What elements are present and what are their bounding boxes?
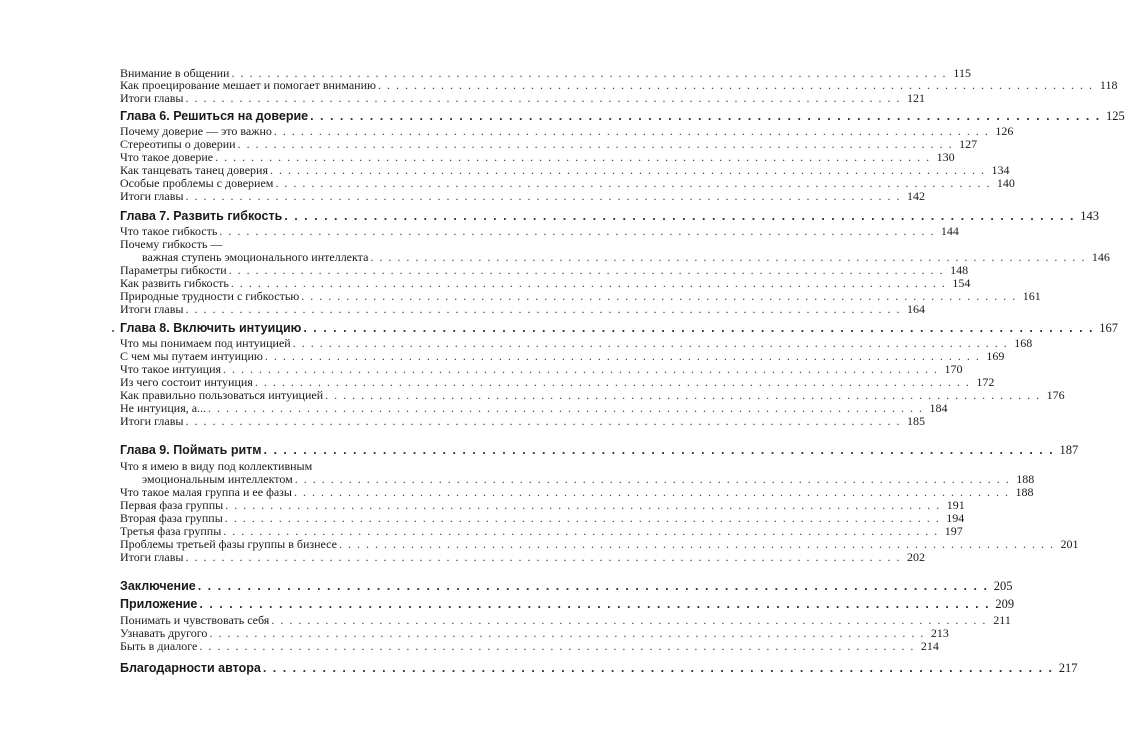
toc-entry-title: Что такое малая группа и ее фазы [120,485,292,499]
toc-entry-title: Природные трудности с гибкостью [120,289,300,303]
toc-entry-title: Что такое доверие [120,150,214,164]
toc-page-number: 184 [929,401,948,415]
toc-entry-title: Что я имею в виду под коллективным [120,459,313,473]
toc-entry-title: Узнавать другого [120,626,208,640]
toc-entry-title: Что мы понимаем под интуицией [120,336,291,350]
toc-entry-title: Вторая фаза группы [120,511,223,525]
toc-chapter-entry [120,661,1078,675]
toc-entry-title: Что такое интуиция [120,362,222,376]
toc-entry-title: Как развить гибкость [120,276,229,290]
toc-page-number: 176 [1046,388,1065,402]
toc-entry-title: Приложение [120,597,198,611]
dot-leader: . . . . . . . . . . . . . . . . . . . . . . . . . . . . . . . . . . . . . . . . . . . . . . . . . . . . . . . . . . . . . . . . . . . . . . . . . . . . . . . . [237,137,954,151]
toc-page-number: 194 [946,511,965,525]
dot-leader: . . . . . . . . . . . . . . . . . . . . . . . . . . . . . . . . . . . . . . . . . . . . . . . . . . . . . . . . . . . . . . . . . . . . . . . . . . . . . . . . [223,524,939,538]
toc-entry-title: Благодарности автора [120,661,261,675]
dot-leader: . . . . . . . . . . . . . . . . . . . . . . . . . . . . . . . . . . . . . . . . . . . . . . . . . . . . . . . . . . . . . . . . . . . . . . . . . . . . . . . . [228,263,945,277]
toc-entry-title: Стереотипы о доверии [120,137,236,151]
dot-leader: . . . . . . . . . . . . . . . . . . . . . . . . . . . . . . . . . . . . . . . . . . . . . . . . . . . . . . . . . . . . . . . . . . . . . . . . . . . . . . . . [294,472,1011,486]
dot-leader: . . . . . . . . . . . . . . . . . . . . . . . . . . . . . . . . . . . . . . . . . . . . . . . . . . . . . . . . . . . . . . . . . . . . . . . . . . . . . . . . [338,537,1055,551]
toc-page-number: 144 [940,224,959,238]
toc-entry-title: Почему гибкость — [120,237,223,251]
toc-entry [120,414,925,428]
dot-leader: . . . . . . . . . . . . . . . . . . . . . . . . . . . . . . . . . . . . . . . . . . . . . . . . . . . . . . . . . . . . . . . . . . . . . . . . . . . . . . . . [185,414,901,428]
toc-page-number: 167 [1099,321,1119,335]
toc-page-number: 125 [1106,109,1125,123]
toc-page-number: 115 [953,66,971,80]
toc-page-number: 126 [995,124,1014,138]
dot-leader: . . . . . . . . . . . . . . . . . . . . . . . . . . . . . . . . . . . . . . . . . . . . . . . . . . . . . . . . . . . . . . . . . . . . . . . . . . . . . . . . [185,550,901,564]
dot-leader: . . . . . . . . . . . . . . . . . . . . . . . . . . . . . . . . . . . . . . . . . . . . . . . . . . . . . . . . . . . . . . . . . . . . . . . . . . . . . . . . [310,109,1101,123]
toc-entry [120,91,925,105]
toc-entry [120,639,939,653]
toc-page-number: 121 [906,91,925,105]
dot-leader: . . . . . . . . . . . . . . . . . . . . . . . . . . . . . . . . . . . . . . . . . . . . . . . . . . . . . . . . . . . . . . . . . . . . . . . . . . . . . . . . [303,321,1095,335]
toc-entry-title: Глава 9. Поймать ритм [120,443,262,457]
toc-entry-title: Проблемы третьей фазы группы в бизнесе [120,537,337,551]
dot-leader: . . . . . . . . . . . . . . . . . . . . . . . . . . . . . . . . . . . . . . . . . . . . . . . . . . . . . . . . . . . . . . . . . . . . . . . . . . . . . . . . [273,124,990,138]
dot-leader: . . . . . . . . . . . . . . . . . . . . . . . . . . . . . . . . . . . . . . . . . . . . . . . . . . . . . . . . . . . . . . . . . . . . . . . . . . . . . . . . [230,276,947,290]
toc-page-number: 146 [1091,250,1110,264]
dot-leader: . . . . . . . . . . . . . . . . . . . . . . . . . . . . . . . . . . . . . . . . . . . . . . . . . . . . . . . . . . . . . . . . . . . . . . . . . . . . . . . . [225,498,941,512]
toc-page-number: 140 [996,176,1015,190]
toc-entry-title: С чем мы путаем интуицию [120,349,263,363]
dot-leader: . . . . . . . . . . . . . . . . . . . . . . . . . . . . . . . . . . . . . . . . . . . . . . . . . . . . . . . . . . . . . . . . . . . . . . . . . . . . . . . . [370,250,1086,264]
toc-page-number: 217 [1058,661,1078,675]
toc-entry-title: Итоги главы [120,302,184,316]
toc-entry-title: Как проецирование мешает и помогает вниманию [120,78,376,92]
toc-page-number: 148 [950,263,969,277]
toc-entry-title: Параметры гибкости [120,263,227,277]
stray-mark [112,330,114,332]
toc-entry-title: важная ступень эмоционального интеллекта [142,250,369,264]
toc-entry-title: Почему доверие — это важно [120,124,272,138]
toc-entry-title: Итоги главы [120,414,184,428]
dot-leader: . . . . . . . . . . . . . . . . . . . . . . . . . . . . . . . . . . . . . . . . . . . . . . . . . . . . . . . . . . . . . . . . . . . . . . . . . . . . . . . . [377,78,1094,92]
toc-entry [120,189,925,203]
toc-chapter-entry [120,443,1079,457]
dot-leader: . . . . . . . . . . . . . . . . . . . . . . . . . . . . . . . . . . . . . . . . . . . . . . . . . . . . . . . . . . . . . . . . . . . . . . . . . . . . . . . . [224,511,941,525]
toc-entry [120,550,925,564]
dot-leader: . . . . . . . . . . . . . . . . . . . . . . . . . . . . . . . . . . . . . . . . . . . . . . . . . . . . . . . . . . . . . . . . . . . . . . . . . . . . . . . . [199,639,915,653]
toc-page-number: 118 [1099,78,1118,92]
toc-chapter-entry [120,597,1015,611]
toc-entry-title: Первая фаза группы [120,498,224,512]
dot-leader: . . . . . . . . . . . . . . . . . . . . . . . . . . . . . . . . . . . . . . . . . . . . . . . . . . . . . . . . . . . . . . . . . . . . . . . . . . . . . . . . [284,209,1075,223]
toc-page-number: 188 [1015,485,1034,499]
dot-leader: . . . . . . . . . . . . . . . . . . . . . . . . . . . . . . . . . . . . . . . . . . . . . . . . . . . . . . . . . . . . . . . . . . . . . . . . . . . . . . . . [185,302,901,316]
toc-page-number: 168 [1014,336,1033,350]
toc-page-number: 134 [991,163,1010,177]
toc-entry-title: Глава 8. Включить интуицию [120,321,302,335]
toc-entry-title: Особые проблемы с доверием [120,176,274,190]
toc-page-number: 154 [952,276,971,290]
toc-page-number: 143 [1080,209,1099,223]
toc-page-number: 142 [906,189,925,203]
toc-entry-title: Итоги главы [120,91,184,105]
toc-page-number: 211 [993,613,1011,627]
toc-page-number: 130 [936,150,955,164]
toc-page-number: 201 [1060,537,1079,551]
dot-leader: . . . . . . . . . . . . . . . . . . . . . . . . . . . . . . . . . . . . . . . . . . . . . . . . . . . . . . . . . . . . . . . . . . . . . . . . . . . . . . . . [208,401,924,415]
dot-leader: . . . . . . . . . . . . . . . . . . . . . . . . . . . . . . . . . . . . . . . . . . . . . . . . . . . . . . . . . . . . . . . . . . . . . . . . . . . . . . . . [231,66,947,80]
dot-leader: . . . . . . . . . . . . . . . . . . . . . . . . . . . . . . . . . . . . . . . . . . . . . . . . . . . . . . . . . . . . . . . . . . . . . . . . . . . . . . . . [325,388,1041,402]
toc-page-number: 209 [995,597,1015,611]
dot-leader: . . . . . . . . . . . . . . . . . . . . . . . . . . . . . . . . . . . . . . . . . . . . . . . . . . . . . . . . . . . . . . . . . . . . . . . . . . . . . . . . [185,189,901,203]
toc-page-number: 164 [906,302,925,316]
toc-entry-title: эмоциональным интеллектом [142,472,293,486]
toc-chapter-entry [120,109,1125,123]
dot-leader: . . . . . . . . . . . . . . . . . . . . . . . . . . . . . . . . . . . . . . . . . . . . . . . . . . . . . . . . . . . . . . . . . . . . . . . . . . . . . . . . [263,443,1055,457]
dot-leader: . . . . . . . . . . . . . . . . . . . . . . . . . . . . . . . . . . . . . . . . . . . . . . . . . . . . . . . . . . . . . . . . . . . . . . . . . . . . . . . . [292,336,1009,350]
toc-entry-title: Итоги главы [120,550,184,564]
toc-entry-title: Быть в диалоге [120,639,198,653]
toc-entry-title: Заключение [120,579,196,593]
toc-page-number: 214 [920,639,939,653]
toc-entry-title: Из чего состоит интуиция [120,375,253,389]
toc-page-number: 205 [993,579,1013,593]
toc-page-number: 197 [944,524,963,538]
toc-page-number: 172 [976,375,995,389]
dot-leader: . . . . . . . . . . . . . . . . . . . . . . . . . . . . . . . . . . . . . . . . . . . . . . . . . . . . . . . . . . . . . . . . . . . . . . . . . . . . . . . . [219,224,935,238]
toc-page-number: 191 [946,498,965,512]
dot-leader: . . . . . . . . . . . . . . . . . . . . . . . . . . . . . . . . . . . . . . . . . . . . . . . . . . . . . . . . . . . . . . . . . . . . . . . . . . . . . . . . [199,597,991,611]
toc-entry-title: Итоги главы [120,189,184,203]
toc-page-number: 169 [986,349,1005,363]
toc-entry-title: Как правильно пользоваться интуицией [120,388,324,402]
dot-leader: . . . . . . . . . . . . . . . . . . . . . . . . . . . . . . . . . . . . . . . . . . . . . . . . . . . . . . . . . . . . . . . . . . . . . . . . . . . . . . . . [215,150,931,164]
toc-entry-title: Как танцевать танец доверия [120,163,268,177]
dot-leader: . . . . . . . . . . . . . . . . . . . . . . . . . . . . . . . . . . . . . . . . . . . . . . . . . . . . . . . . . . . . . . . . . . . . . . . . . . . . . . . . [197,579,989,593]
dot-leader: . . . . . . . . . . . . . . . . . . . . . . . . . . . . . . . . . . . . . . . . . . . . . . . . . . . . . . . . . . . . . . . . . . . . . . . . . . . . . . . . [271,613,987,627]
dot-leader: . . . . . . . . . . . . . . . . . . . . . . . . . . . . . . . . . . . . . . . . . . . . . . . . . . . . . . . . . . . . . . . . . . . . . . . . . . . . . . . . [262,661,1054,675]
toc-page-number: 127 [959,137,978,151]
toc-page-number: 202 [906,550,925,564]
dot-leader: . . . . . . . . . . . . . . . . . . . . . . . . . . . . . . . . . . . . . . . . . . . . . . . . . . . . . . . . . . . . . . . . . . . . . . . . . . . . . . . . [223,362,939,376]
dot-leader: . . . . . . . . . . . . . . . . . . . . . . . . . . . . . . . . . . . . . . . . . . . . . . . . . . . . . . . . . . . . . . . . . . . . . . . . . . . . . . . . [185,91,901,105]
toc-entry-title: Что такое гибкость [120,224,218,238]
toc-entry-title: Глава 7. Развить гибкость [120,209,283,223]
toc-chapter-entry [120,579,1013,593]
toc-page-number: 161 [1022,289,1041,303]
toc-page-number: 185 [906,414,925,428]
dot-leader: . . . . . . . . . . . . . . . . . . . . . . . . . . . . . . . . . . . . . . . . . . . . . . . . . . . . . . . . . . . . . . . . . . . . . . . . . . . . . . . . [293,485,1010,499]
dot-leader: . . . . . . . . . . . . . . . . . . . . . . . . . . . . . . . . . . . . . . . . . . . . . . . . . . . . . . . . . . . . . . . . . . . . . . . . . . . . . . . . [301,289,1017,303]
toc-entry-title: Глава 6. Решиться на доверие [120,109,309,123]
toc-page-number: 170 [944,362,963,376]
toc-page-number: 187 [1059,443,1079,457]
dot-leader: . . . . . . . . . . . . . . . . . . . . . . . . . . . . . . . . . . . . . . . . . . . . . . . . . . . . . . . . . . . . . . . . . . . . . . . . . . . . . . . . [254,375,971,389]
toc-entry-title: Третья фаза группы [120,524,222,538]
toc-entry-title: Не интуиция, а... [120,401,207,415]
toc-entry [120,302,925,316]
dot-leader: . . . . . . . . . . . . . . . . . . . . . . . . . . . . . . . . . . . . . . . . . . . . . . . . . . . . . . . . . . . . . . . . . . . . . . . . . . . . . . . . [209,626,925,640]
toc-page-number: 188 [1016,472,1035,486]
toc-chapter-entry [120,209,1099,223]
toc-chapter-entry [120,321,1119,335]
dot-leader: . . . . . . . . . . . . . . . . . . . . . . . . . . . . . . . . . . . . . . . . . . . . . . . . . . . . . . . . . . . . . . . . . . . . . . . . . . . . . . . . [269,163,986,177]
toc-page-number: 213 [930,626,949,640]
dot-leader: . . . . . . . . . . . . . . . . . . . . . . . . . . . . . . . . . . . . . . . . . . . . . . . . . . . . . . . . . . . . . . . . . . . . . . . . . . . . . . . . [275,176,991,190]
toc-entry-title: Понимать и чувствовать себя [120,613,270,627]
dot-leader: . . . . . . . . . . . . . . . . . . . . . . . . . . . . . . . . . . . . . . . . . . . . . . . . . . . . . . . . . . . . . . . . . . . . . . . . . . . . . . . . [264,349,981,363]
toc-entry-title: Внимание в общении [120,66,230,80]
